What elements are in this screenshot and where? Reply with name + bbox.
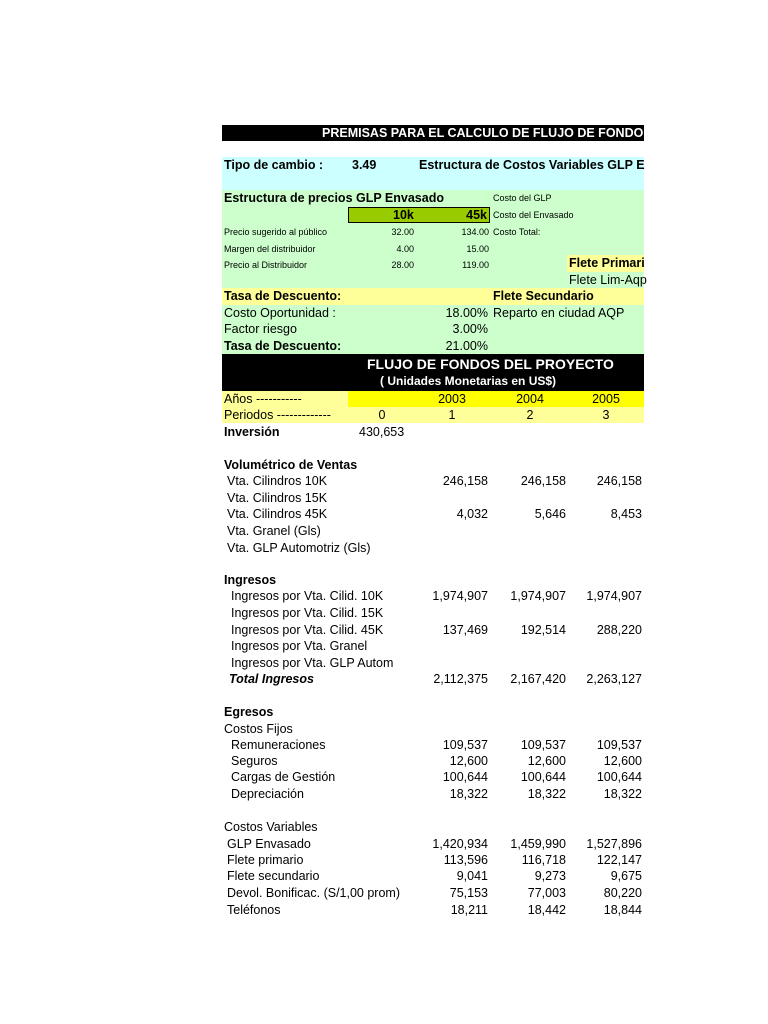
fijos-2004: 18,322 <box>527 787 566 801</box>
variables-row-label: Teléfonos <box>227 903 281 917</box>
costo-oportunidad-label: Costo Oportunidad : <box>224 306 336 320</box>
egresos-title: Egresos <box>224 705 274 719</box>
volumetrico-row-label: Vta. Cilindros 45K <box>227 507 328 521</box>
volumetrico-2004: 5,646 <box>534 507 566 521</box>
factor-riesgo-label: Factor riesgo <box>224 322 297 336</box>
precio-row-label: Margen del distribuidor <box>224 244 316 254</box>
precio-row-45k: 15.00 <box>466 244 489 254</box>
variables-row-label: Flete secundario <box>227 869 320 883</box>
variables-2005: 9,675 <box>610 869 642 883</box>
anos-label: Años ----------- <box>224 392 302 406</box>
volumetrico-2003: 246,158 <box>442 474 488 488</box>
variables-2003: 1,420,934 <box>432 837 488 851</box>
ano-2005: 2005 <box>592 392 620 406</box>
variables-2003: 18,211 <box>450 903 488 917</box>
variables-2005: 122,147 <box>596 853 642 867</box>
ingresos-2004: 1,974,907 <box>510 589 566 603</box>
volumetrico-title: Volumétrico de Ventas <box>224 458 358 472</box>
tasa-total-value: 21.00% <box>445 339 488 353</box>
variables-2003: 75,153 <box>449 886 488 900</box>
variables-2004: 1,459,990 <box>510 837 566 851</box>
total-ingresos-2005: 2,263,127 <box>586 672 642 686</box>
volumetrico-2004: 246,158 <box>520 474 566 488</box>
costo-glp-label: Costo del GLP <box>493 193 552 203</box>
fijos-row-label: Remuneraciones <box>231 738 326 752</box>
precio-row-label: Precio al Distribuidor <box>224 260 308 270</box>
fijos-2005: 109,537 <box>596 738 642 752</box>
variables-2004: 77,003 <box>527 886 566 900</box>
fijos-2004: 100,644 <box>520 770 566 784</box>
precio-row-10k: 32.00 <box>391 227 414 237</box>
fijos-2003: 100,644 <box>442 770 488 784</box>
variables-2005: 1,527,896 <box>586 837 642 851</box>
fijos-row-label: Depreciación <box>231 787 304 801</box>
variables-2005: 18,844 <box>603 903 642 917</box>
tipo-cambio-label: Tipo de cambio : <box>224 158 324 172</box>
premisas-header <box>222 125 644 141</box>
tipo-cambio-band <box>222 157 644 190</box>
tasa-header-label: Tasa de Descuento: <box>224 289 342 303</box>
fijos-2005: 18,322 <box>603 787 642 801</box>
volumetrico-row-label: Vta. Granel (Gls) <box>227 524 321 538</box>
volumetrico-2005: 246,158 <box>596 474 642 488</box>
tasa-total-label: Tasa de Descuento: <box>224 339 342 353</box>
anos-row <box>222 391 644 407</box>
ingresos-2005: 288,220 <box>596 623 642 637</box>
ano-2004: 2004 <box>516 392 544 406</box>
inversion-label: Inversión <box>224 425 280 439</box>
fijos-2003: 18,322 <box>449 787 488 801</box>
precio-row-10k: 28.00 <box>391 260 414 270</box>
variables-2004: 116,718 <box>521 853 566 867</box>
fijos-2005: 100,644 <box>596 770 642 784</box>
fijos-2003: 109,537 <box>442 738 488 752</box>
variables-row-label: Flete primario <box>227 853 304 867</box>
precio-row-10k: 4.00 <box>396 244 414 254</box>
fijos-2004: 12,600 <box>527 754 566 768</box>
fijos-2003: 12,600 <box>449 754 488 768</box>
variables-row-label: GLP Envasado <box>227 837 311 851</box>
precios-title: Estructura de precios GLP Envasado <box>224 191 444 205</box>
tipo-cambio-value: 3.49 <box>352 158 377 172</box>
variables-2005: 80,220 <box>603 886 642 900</box>
total-ingresos-2004: 2,167,420 <box>510 672 566 686</box>
flujo-title: FLUJO DE FONDOS DEL PROYECTO <box>367 356 614 372</box>
costo-total-label: Costo Total: <box>493 227 541 237</box>
reparto-label: Reparto en ciudad AQP <box>493 306 625 320</box>
inversion-value: 430,653 <box>359 425 405 439</box>
ingresos-row-label: Ingresos por Vta. Cilid. 10K <box>231 589 384 603</box>
fijos-2005: 12,600 <box>603 754 642 768</box>
ingresos-2003: 137,469 <box>442 623 488 637</box>
costos-fijos-title: Costos Fijos <box>224 722 293 736</box>
volumetrico-2003: 4,032 <box>456 507 488 521</box>
flete-primario-cell <box>567 255 644 272</box>
periodos-row <box>222 407 644 423</box>
flete-secundario-label: Flete Secundario <box>493 289 594 303</box>
variables-2004: 9,273 <box>534 869 566 883</box>
ingresos-2003: 1,974,907 <box>432 589 488 603</box>
ingresos-row-label: Ingresos por Vta. GLP Autom <box>231 656 394 670</box>
fijos-2004: 109,537 <box>520 738 566 752</box>
precio-row-label: Precio sugerido al público <box>224 227 328 237</box>
tasa-total-band <box>222 338 644 354</box>
variables-2003: 9,041 <box>456 869 488 883</box>
variables-row-label: Devol. Bonificac. (S/1,00 prom) <box>227 886 400 900</box>
precio-row-45k: 134.00 <box>461 227 489 237</box>
fijos-row-label: Cargas de Gestión <box>231 770 336 784</box>
flete-primario-label: Flete Primari <box>569 256 645 270</box>
estructura-costos-label: Estructura de Costos Variables GLP E <box>419 158 645 172</box>
ingresos-row-label: Ingresos por Vta. Granel <box>231 639 368 653</box>
volumetrico-row-label: Vta. Cilindros 15K <box>227 491 328 505</box>
costos-variables-title: Costos Variables <box>224 820 318 834</box>
ingresos-2004: 192,514 <box>520 623 566 637</box>
total-ingresos-label: Total Ingresos <box>229 672 314 686</box>
periodo-3: 3 <box>602 408 610 422</box>
volumetrico-row-label: Vta. GLP Automotriz (Gls) <box>227 541 371 555</box>
costo-envasado-label: Costo del Envasado <box>493 210 574 220</box>
fijos-row-label: Seguros <box>231 754 278 768</box>
precios-col-header <box>348 207 490 223</box>
variables-2004: 18,442 <box>527 903 566 917</box>
total-ingresos-2003: 2,112,375 <box>433 672 488 686</box>
factor-riesgo-value: 3.00% <box>452 322 488 336</box>
precio-row-45k: 119.00 <box>462 260 489 270</box>
premisas-title: PREMISAS PARA EL CALCULO DE FLUJO DE FONDO <box>322 126 644 140</box>
ingresos-row-label: Ingresos por Vta. Cilid. 15K <box>231 606 384 620</box>
col-10k: 10k <box>393 208 414 222</box>
periodo-2: 2 <box>526 408 534 422</box>
ingresos-title: Ingresos <box>224 573 277 587</box>
periodo-0: 0 <box>378 408 386 422</box>
volumetrico-row-label: Vta. Cilindros 10K <box>227 474 328 488</box>
col-45k: 45k <box>466 208 487 222</box>
tasa-header-band <box>222 288 644 305</box>
tasa-body-band <box>222 305 644 338</box>
ano-2003: 2003 <box>438 392 466 406</box>
variables-2003: 113,596 <box>443 853 488 867</box>
costo-oportunidad-value: 18.00% <box>445 306 488 320</box>
flujo-header-band <box>222 354 644 391</box>
ingresos-row-label: Ingresos por Vta. Cilid. 45K <box>231 623 384 637</box>
flete-lim-label: Flete Lim-Aqp <box>569 273 647 287</box>
flujo-subtitle: ( Unidades Monetarias en US$) <box>380 374 557 388</box>
ingresos-2005: 1,974,907 <box>586 589 642 603</box>
precios-band <box>222 190 647 288</box>
volumetrico-2005: 8,453 <box>610 507 642 521</box>
periodo-1: 1 <box>448 408 456 422</box>
periodos-label: Periodos ------------- <box>224 408 331 422</box>
